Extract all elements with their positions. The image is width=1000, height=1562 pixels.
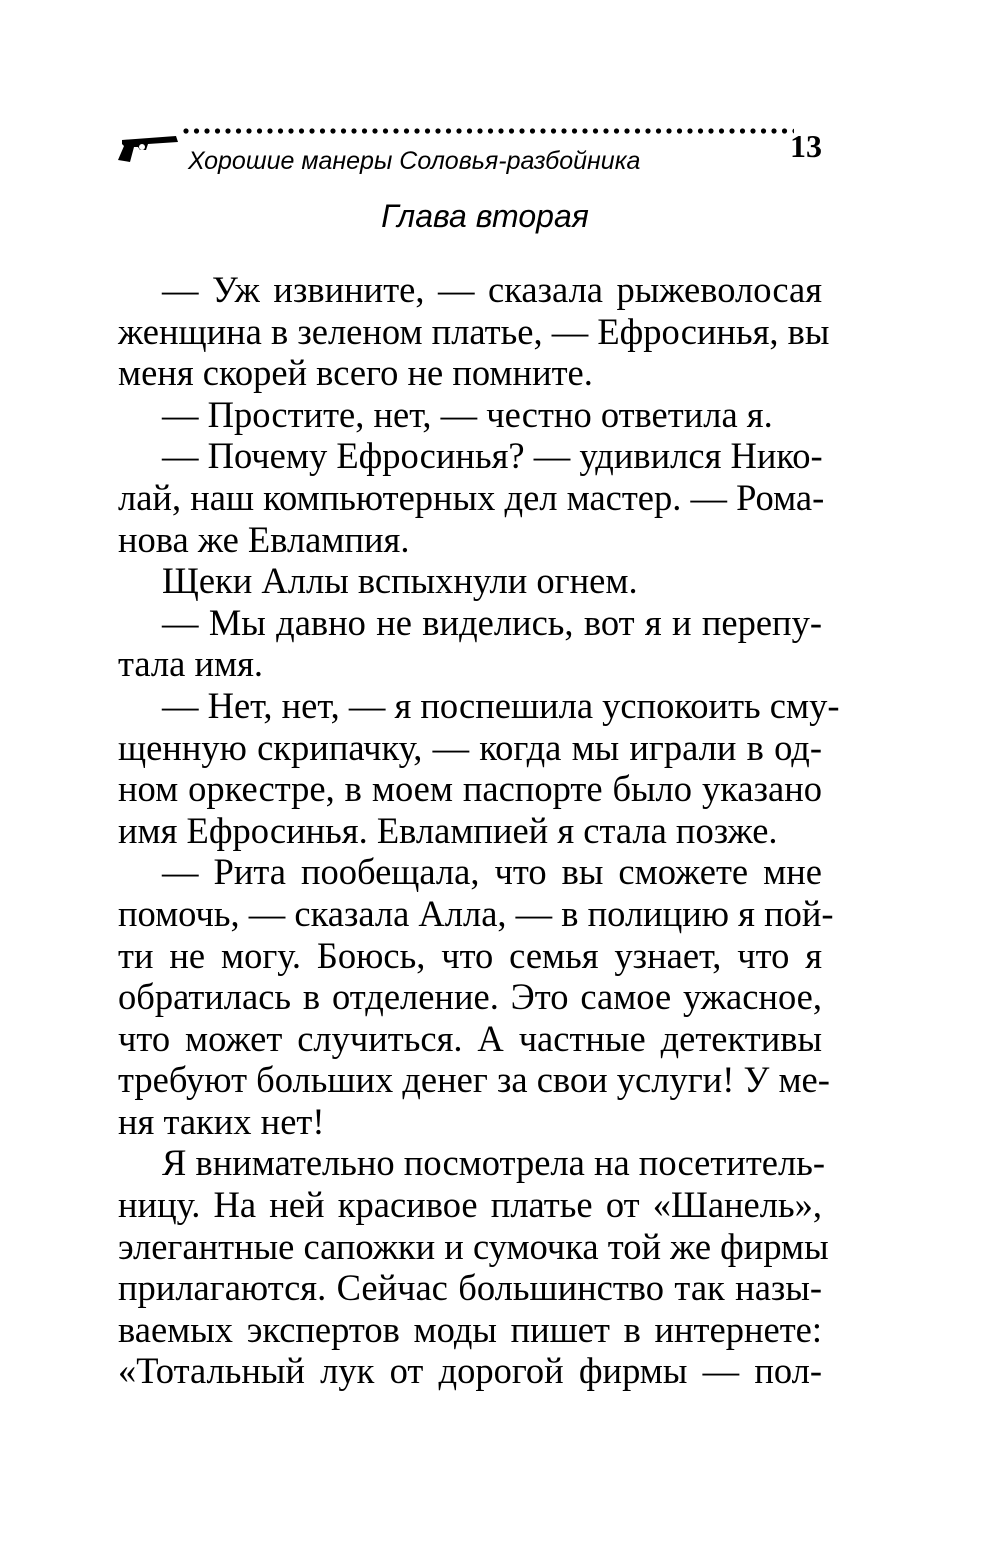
text-line: ти не могу. Боюсь, что семья узнает, что я (118, 934, 822, 976)
text-line: имя Ефросинья. Евлампией я стала позже. (118, 809, 778, 851)
text-line: ваемых экспертов моды пишет в интернете: (118, 1308, 822, 1350)
text-line: Я внимательно посмотрела на посетитель- (162, 1142, 825, 1184)
text-line: — Уж извините, — сказала рыжеволосая (162, 269, 822, 310)
text-line: нова же Евлампия. (118, 518, 410, 560)
text-line: щенную скрипачку, — когда мы играли в од- (118, 726, 822, 768)
dotted-rule (182, 126, 794, 136)
text-line: — Нет, нет, — я поспешила успокоить сму- (162, 684, 840, 726)
text-line: женщина в зеленом платье, — Ефросинья, вы (118, 310, 830, 352)
text-line: — Рита пообещала, что вы сможете мне (162, 851, 822, 893)
text-line: лай, наш компьютерных дел мастер. — Рома- (118, 476, 825, 518)
text-line: что может случиться. А частные детективы (118, 1017, 822, 1059)
text-line: меня скорей всего не помните. (118, 352, 593, 394)
text-line: ном оркестре, в моем паспорте было указано (118, 768, 822, 810)
text-line: ня таких нет! (118, 1100, 325, 1142)
page-number: 13 (790, 128, 822, 164)
pistol-icon (118, 130, 180, 164)
text-line: — Почему Ефросинья? — удивился Нико- (162, 435, 823, 477)
text-line: — Простите, нет, — честно ответила я. (162, 393, 773, 435)
body-text (118, 269, 840, 1392)
text-line: Щеки Аллы вспыхнули огнем. (162, 560, 638, 602)
text-line: требуют больших денег за свои услуги! У ме- (118, 1059, 830, 1101)
text-line: «Тотальный лук от дорогой фирмы — пол- (118, 1350, 822, 1392)
text-line: ницу. На ней красивое платье от «Шанель», (118, 1184, 822, 1226)
text-line: — Мы давно не виделись, вот я и перепу- (162, 601, 822, 643)
text-line: обратилась в отделение. Это самое ужасное, (118, 976, 822, 1018)
running-head (118, 122, 830, 182)
chapter-title: Глава вторая (381, 198, 589, 234)
text-line: прилагаются. Сейчас большинство так назы- (118, 1267, 822, 1309)
running-head-title: Хорошие манеры Соловья-разбойника (188, 147, 641, 175)
text-line: тала имя. (118, 643, 264, 685)
text-line: помочь, — сказала Алла, — в полицию я пой- (118, 892, 834, 934)
text-line: элегантные сапожки и сумочка той же фирмы (118, 1225, 829, 1267)
